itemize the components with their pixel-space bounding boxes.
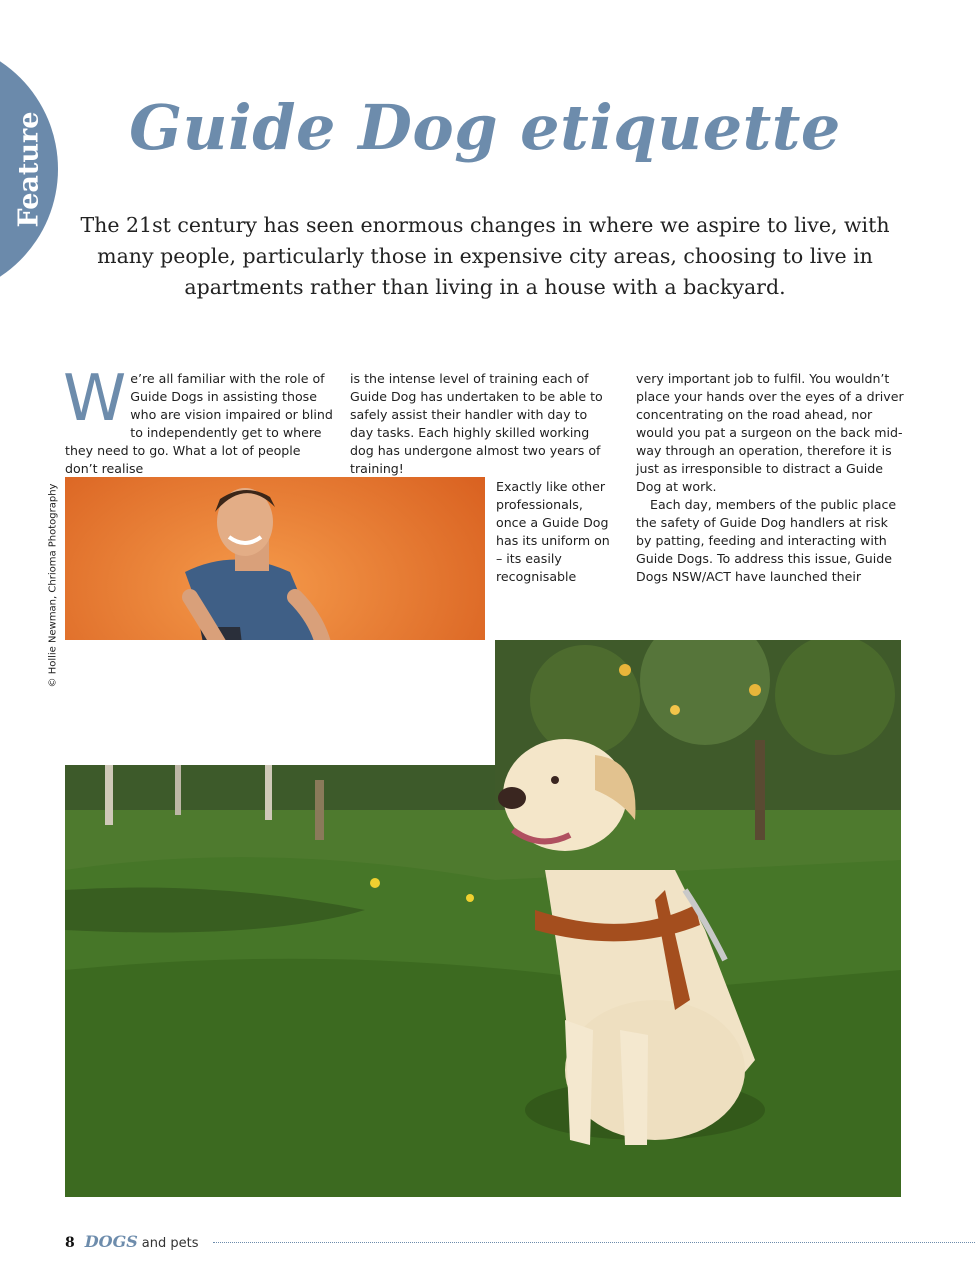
column-3-para-2: Each day, members of the public place the safety of Guide Dog handlers at risk by patting, feeding and interacting with Guide Dogs. To address this issue, Guide Dogs NSW/ACT have launched their	[636, 497, 897, 584]
section-tab-label: Feature	[13, 111, 45, 227]
column-1	[63, 362, 333, 478]
footer-dotted-rule	[213, 1242, 975, 1243]
column-2-wrap: Exactly like other professionals, once a Guide Dog has its uniform on – its easily recognisable	[496, 479, 610, 584]
column-3-para-1: very important job to fulfil. You wouldn’t place your hands over the eyes of a driver concentrating on the road ahead, nor would you pat a surgeon on the back mid-way through an operation, therefore it is just as irresponsible to distract a Guide Dog at work.	[636, 371, 904, 494]
page-number: 8	[65, 1235, 75, 1251]
section-tab-label-wrap	[2, 104, 56, 234]
magazine-suffix: and pets	[141, 1236, 199, 1251]
article-lead: The 21st century has seen enormous changes in where we aspire to live, with many people, particularly those in expensive city areas, choosing to live in apartments rather than living in a house with a backyard.	[80, 213, 890, 299]
column-1-body: e’re all familiar with the role of Guide Dogs in assisting those who are vision impaired or blind to independently get to where they need to go. What a lot of people don’t realise	[65, 371, 333, 476]
article-title: Guide Dog etiquette	[129, 91, 841, 164]
photo-credit-wrap	[38, 485, 68, 685]
column-1-text	[63, 362, 333, 478]
photo-labrador-on-grass-art	[65, 640, 901, 1197]
magazine-name: DOGS	[84, 1232, 138, 1251]
column-3	[636, 370, 904, 586]
drop-cap: W	[63, 362, 127, 436]
page-footer	[65, 1232, 975, 1252]
photo-credit: © Hollie Newman, Chrioma Photography	[47, 483, 59, 687]
photo-labrador-on-grass	[65, 640, 901, 1197]
column-2-top: is the intense level of training each of Guide Dog has undertaken to be able to safely assist their handler with day to day tasks. Each highly skilled working dog has undergone almost two years of training!	[350, 371, 603, 476]
